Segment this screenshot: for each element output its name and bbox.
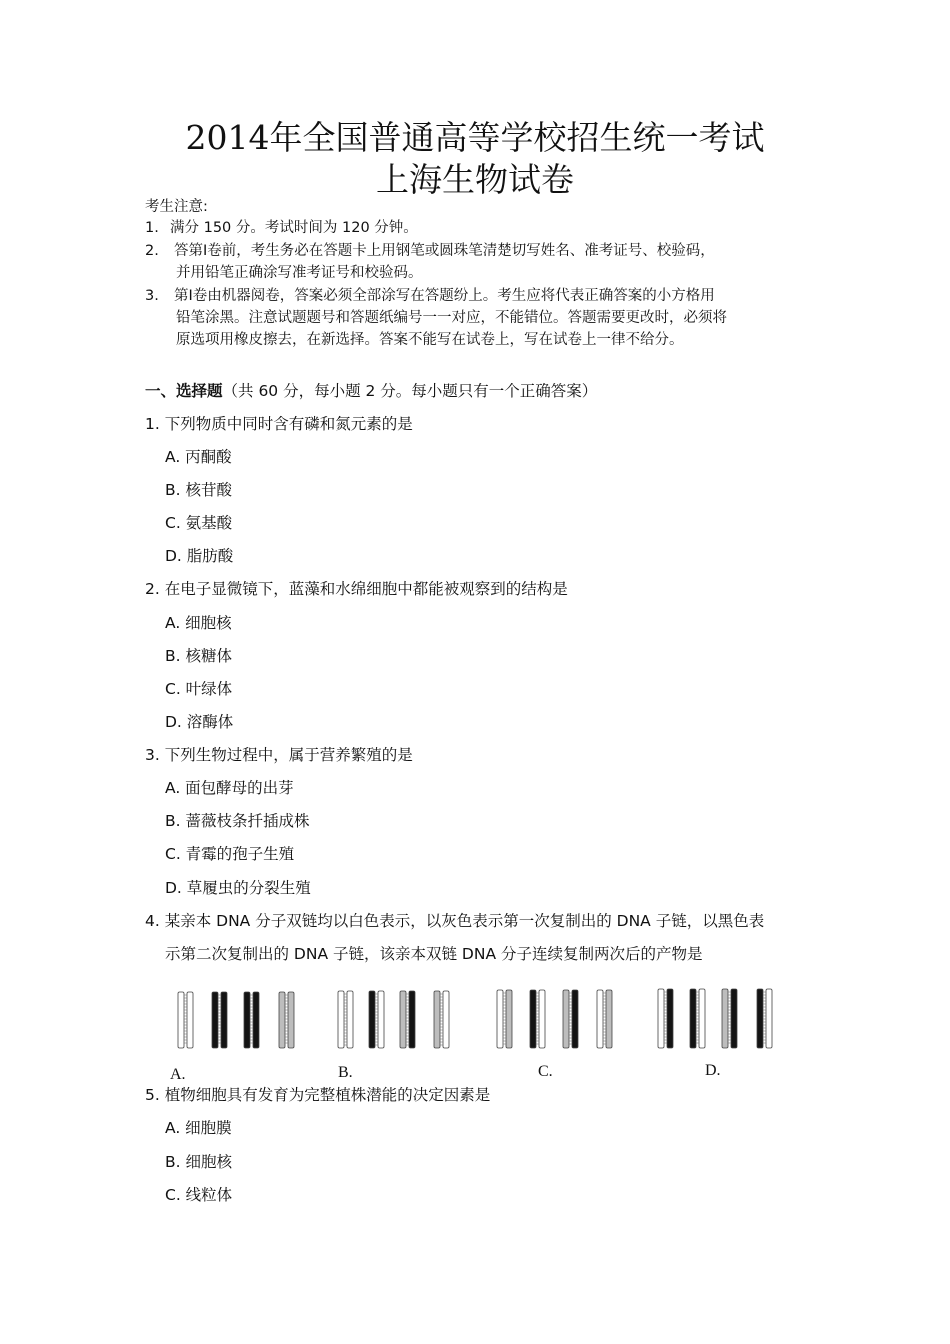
dna-molecule	[338, 991, 353, 1048]
dna-strand	[506, 990, 512, 1048]
dna-molecule	[690, 989, 705, 1048]
dna-strand	[434, 991, 440, 1048]
dna-strand	[369, 991, 375, 1048]
question-2-stem: 2. 在电子显微镜下，蓝藻和水绵细胞中都能被观察到的结构是	[145, 580, 568, 598]
dna-strand	[690, 989, 696, 1048]
option: B. 蔷薇枝条扦插成株	[165, 812, 310, 830]
option: B. 核糖体	[165, 647, 232, 665]
dna-strand	[443, 991, 449, 1048]
dna-option-c	[497, 990, 612, 1048]
dna-molecule	[597, 990, 612, 1048]
dna-strand	[667, 989, 673, 1048]
question-5-stem: 5. 植物细胞具有发育为完整植株潜能的决定因素是	[145, 1086, 491, 1104]
option: D. 脂肪酸	[165, 547, 234, 565]
dna-molecule	[212, 992, 227, 1048]
note-line: 答第Ⅰ卷前，考生务必在答题卡上用钢笔或圆珠笔清楚切写姓名、准考证号、校验码，	[174, 243, 715, 259]
dna-strand	[288, 992, 294, 1048]
note-line: 并用铅笔正确涂写准考证号和校验码。	[176, 265, 423, 281]
note-line: 第Ⅰ卷由机器阅卷，答案必须全部涂写在答题纷上。考生应将代表正确答案的小方格用	[174, 288, 715, 304]
option: C. 青霉的孢子生殖	[165, 845, 295, 863]
dna-strand	[253, 992, 259, 1048]
dna-molecule	[530, 990, 545, 1048]
option: D. 草履虫的分裂生殖	[165, 879, 311, 897]
dna-replication-figure	[0, 980, 950, 1060]
dna-strand	[279, 992, 285, 1048]
figure-label-d: D.	[705, 1062, 721, 1079]
dna-strand	[757, 989, 763, 1048]
dna-strand	[400, 991, 406, 1048]
dna-molecule	[400, 991, 415, 1048]
dna-molecule	[658, 989, 673, 1048]
title-line-2: 上海生物试卷	[376, 160, 574, 199]
note-num: 3.	[145, 288, 159, 304]
dna-molecule	[369, 991, 384, 1048]
option: C. 叶绿体	[165, 680, 233, 698]
dna-molecule	[279, 992, 294, 1048]
dna-strand	[606, 990, 612, 1048]
figure-label-a: A.	[170, 1066, 186, 1083]
dna-molecule	[757, 989, 772, 1048]
dna-molecule	[434, 991, 449, 1048]
note-line: 原选项用橡皮擦去，在新选择。答案不能写在试卷上，写在试卷上一律不给分。	[176, 332, 684, 348]
dna-strand	[766, 989, 772, 1048]
dna-strand	[539, 990, 545, 1048]
dna-molecule	[563, 990, 578, 1048]
dna-strand	[244, 992, 250, 1048]
dna-strand	[722, 989, 728, 1048]
option: C. 线粒体	[165, 1186, 233, 1204]
dna-molecule	[244, 992, 259, 1048]
option: A. 细胞核	[165, 614, 232, 632]
option: A. 细胞膜	[165, 1119, 232, 1137]
title-line-1: 2014年全国普通高等学校招生统一考试	[185, 118, 765, 157]
dna-strand	[221, 992, 227, 1048]
note-num: 1.	[145, 220, 159, 236]
dna-strand	[658, 989, 664, 1048]
option: B. 细胞核	[165, 1153, 232, 1171]
dna-strand	[178, 992, 184, 1048]
dna-strand	[731, 989, 737, 1048]
dna-option-d	[658, 989, 772, 1048]
option: A. 面包酵母的出芽	[165, 779, 294, 797]
section-info: （共 60 分，每小题 2 分。每小题只有一个正确答案）	[222, 382, 598, 400]
dna-molecule	[497, 990, 512, 1048]
option: A. 丙酮酸	[165, 448, 232, 466]
dna-strand	[597, 990, 603, 1048]
dna-molecule	[722, 989, 737, 1048]
dna-strand	[378, 991, 384, 1048]
section-heading	[145, 381, 597, 401]
question-3-stem: 3. 下列生物过程中，属于营养繁殖的是	[145, 746, 413, 764]
dna-strand	[347, 991, 353, 1048]
figure-label-c: C.	[538, 1063, 553, 1080]
question-4-stem-cont: 示第二次复制出的 DNA 子链，该亲本双链 DNA 分子连续复制两次后的产物是	[165, 945, 703, 963]
dna-strand	[187, 992, 193, 1048]
dna-strand	[409, 991, 415, 1048]
dna-strand	[530, 990, 536, 1048]
figure-label-b: B.	[338, 1064, 353, 1081]
dna-strand	[212, 992, 218, 1048]
option: D. 溶酶体	[165, 713, 234, 731]
dna-molecule	[178, 992, 193, 1048]
dna-option-a	[178, 992, 294, 1048]
dna-strand	[338, 991, 344, 1048]
question-4-stem: 4. 某亲本 DNA 分子双链均以白色表示，以灰色表示第一次复制出的 DNA 子链，以黑色表	[145, 912, 765, 930]
dna-strand	[572, 990, 578, 1048]
question-1-stem: 1. 下列物质中同时含有磷和氮元素的是	[145, 415, 413, 433]
dna-strand	[563, 990, 569, 1048]
note-num: 2.	[145, 243, 159, 259]
dna-strand	[699, 989, 705, 1048]
option: C. 氨基酸	[165, 514, 233, 532]
notes-heading: 考生注意:	[145, 199, 208, 215]
dna-option-b	[338, 991, 449, 1048]
note-line: 铅笔涂黑。注意试题题号和答题纸编号一一对应，不能错位。答题需要更改时，必须将	[176, 310, 727, 326]
option: B. 核苷酸	[165, 481, 232, 499]
section-title: 一、选择题	[145, 382, 223, 400]
dna-strand	[497, 990, 503, 1048]
note-line: 满分 150 分。考试时间为 120 分钟。	[170, 220, 418, 236]
